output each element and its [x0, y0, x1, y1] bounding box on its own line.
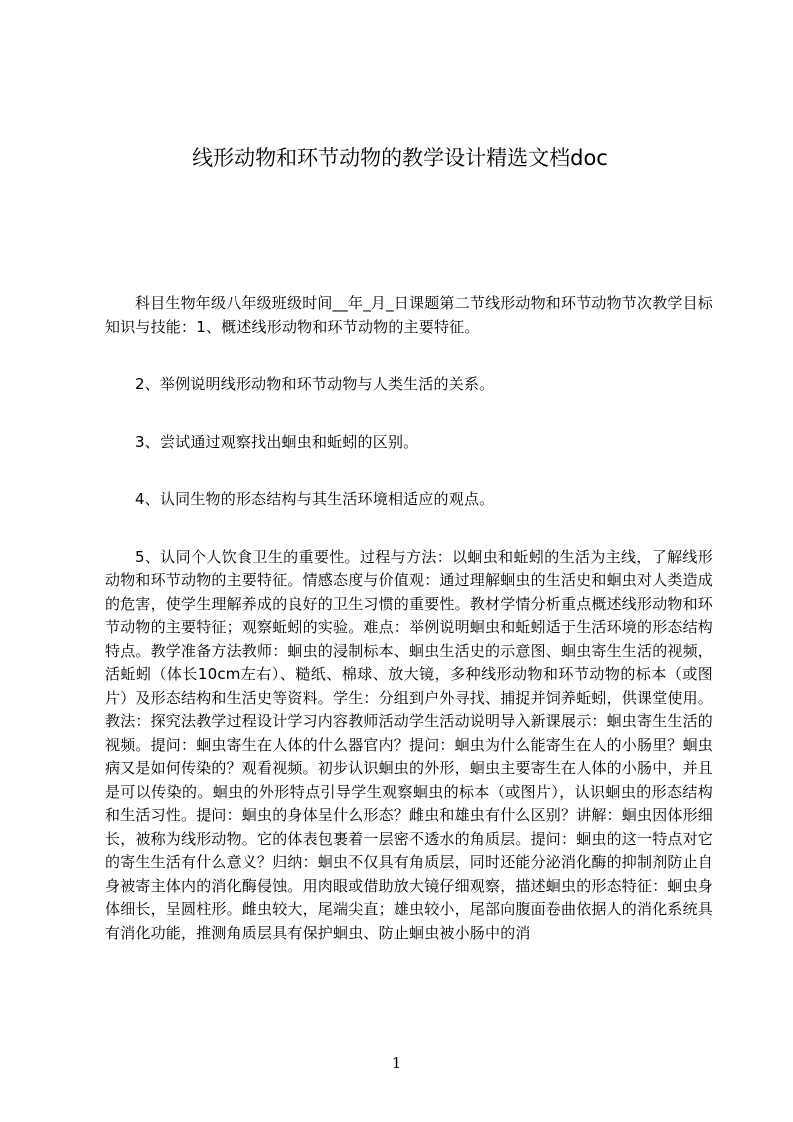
- paragraph-5: 5、认同个人饮食卫生的重要性。过程与方法：以蛔虫和蚯蚓的生活为主线，了解线形动物和环节动物的主要特征。情感态度与价值观：通过理解蛔虫的生活史和蛔虫对人类造成的危害，使学生理解养成的良好的卫生习惯的重要性。教材学情分析重点概述线形动物和环节动物的主要特征；观察蚯蚓的实验。难点：举例说明蛔虫和蚯蚓适于生活环境的形态结构特点。教学准备方法教师：蛔虫的浸制标本、蛔虫生活史的示意图、蛔虫寄生生活的视频，活蚯蚓（体长10cm左右）、糙纸、棉球、放大镜，多种线形动物和环节动物的标本（或图片）及形态结构和生活史等资料。学生：分组到户外寻找、捕捉并饲养蚯蚓，供课堂使用。教法：探究法教学过程设计学习内容教师活动学生活动说明导入新课展示：蛔虫寄生生活的视频。提问：蛔虫寄生在人体的什么器官内？提问：蛔虫为什么能寄生在人的小肠里？蛔虫病又是如何传染的？观看视频。初步认识蛔虫的外形，蛔虫主要寄生在人体的小肠中，并且是可以传染的。蛔虫的外形特点引导学生观察蛔虫的标本（或图片），认识蛔虫的形态结构和生活习性。提问：蛔虫的身体呈什么形态？雌虫和雄虫有什么区别？讲解：蛔虫因体形细长，被称为线形动物。它的体表包裹着一层密不透水的角质层。提问：蛔虫的这一特点对它的寄生生活有什么意义？归纳：蛔虫不仅具有角质层，同时还能分泌消化酶的抑制剂防止自身被寄主体内的消化酶侵蚀。用肉眼或借助放大镜仔细观察，描述蛔虫的形态特征：蛔虫身体细长，呈圆柱形。雌虫较大，尾端尖直；雄虫较小，尾部向腹面卷曲依据人的消化系统具有消化功能，推测角质层具有保护蛔虫、防止蛔虫被小肠中的消: [105, 547, 714, 942]
- document-title: 线形动物和环节动物的教学设计精选文档doc: [192, 146, 608, 170]
- paragraph-4: 4、认同生物的形态结构与其生活环境相适应的观点。: [135, 490, 495, 508]
- page-number: 1: [391, 1054, 402, 1072]
- paragraph-1: 科目生物年级八年级班级时间__年_月_日课题第二节线形动物和环节动物节次教学目标知识与技能：1、概述线形动物和环节动物的主要特征。: [105, 294, 714, 336]
- paragraph-3: 3、尝试通过观察找出蛔虫和蚯蚓的区别。: [135, 432, 419, 451]
- document-body: [105, 292, 713, 945]
- paragraph-2: 2、举例说明线形动物和环节动物与人类生活的关系。: [135, 375, 495, 393]
